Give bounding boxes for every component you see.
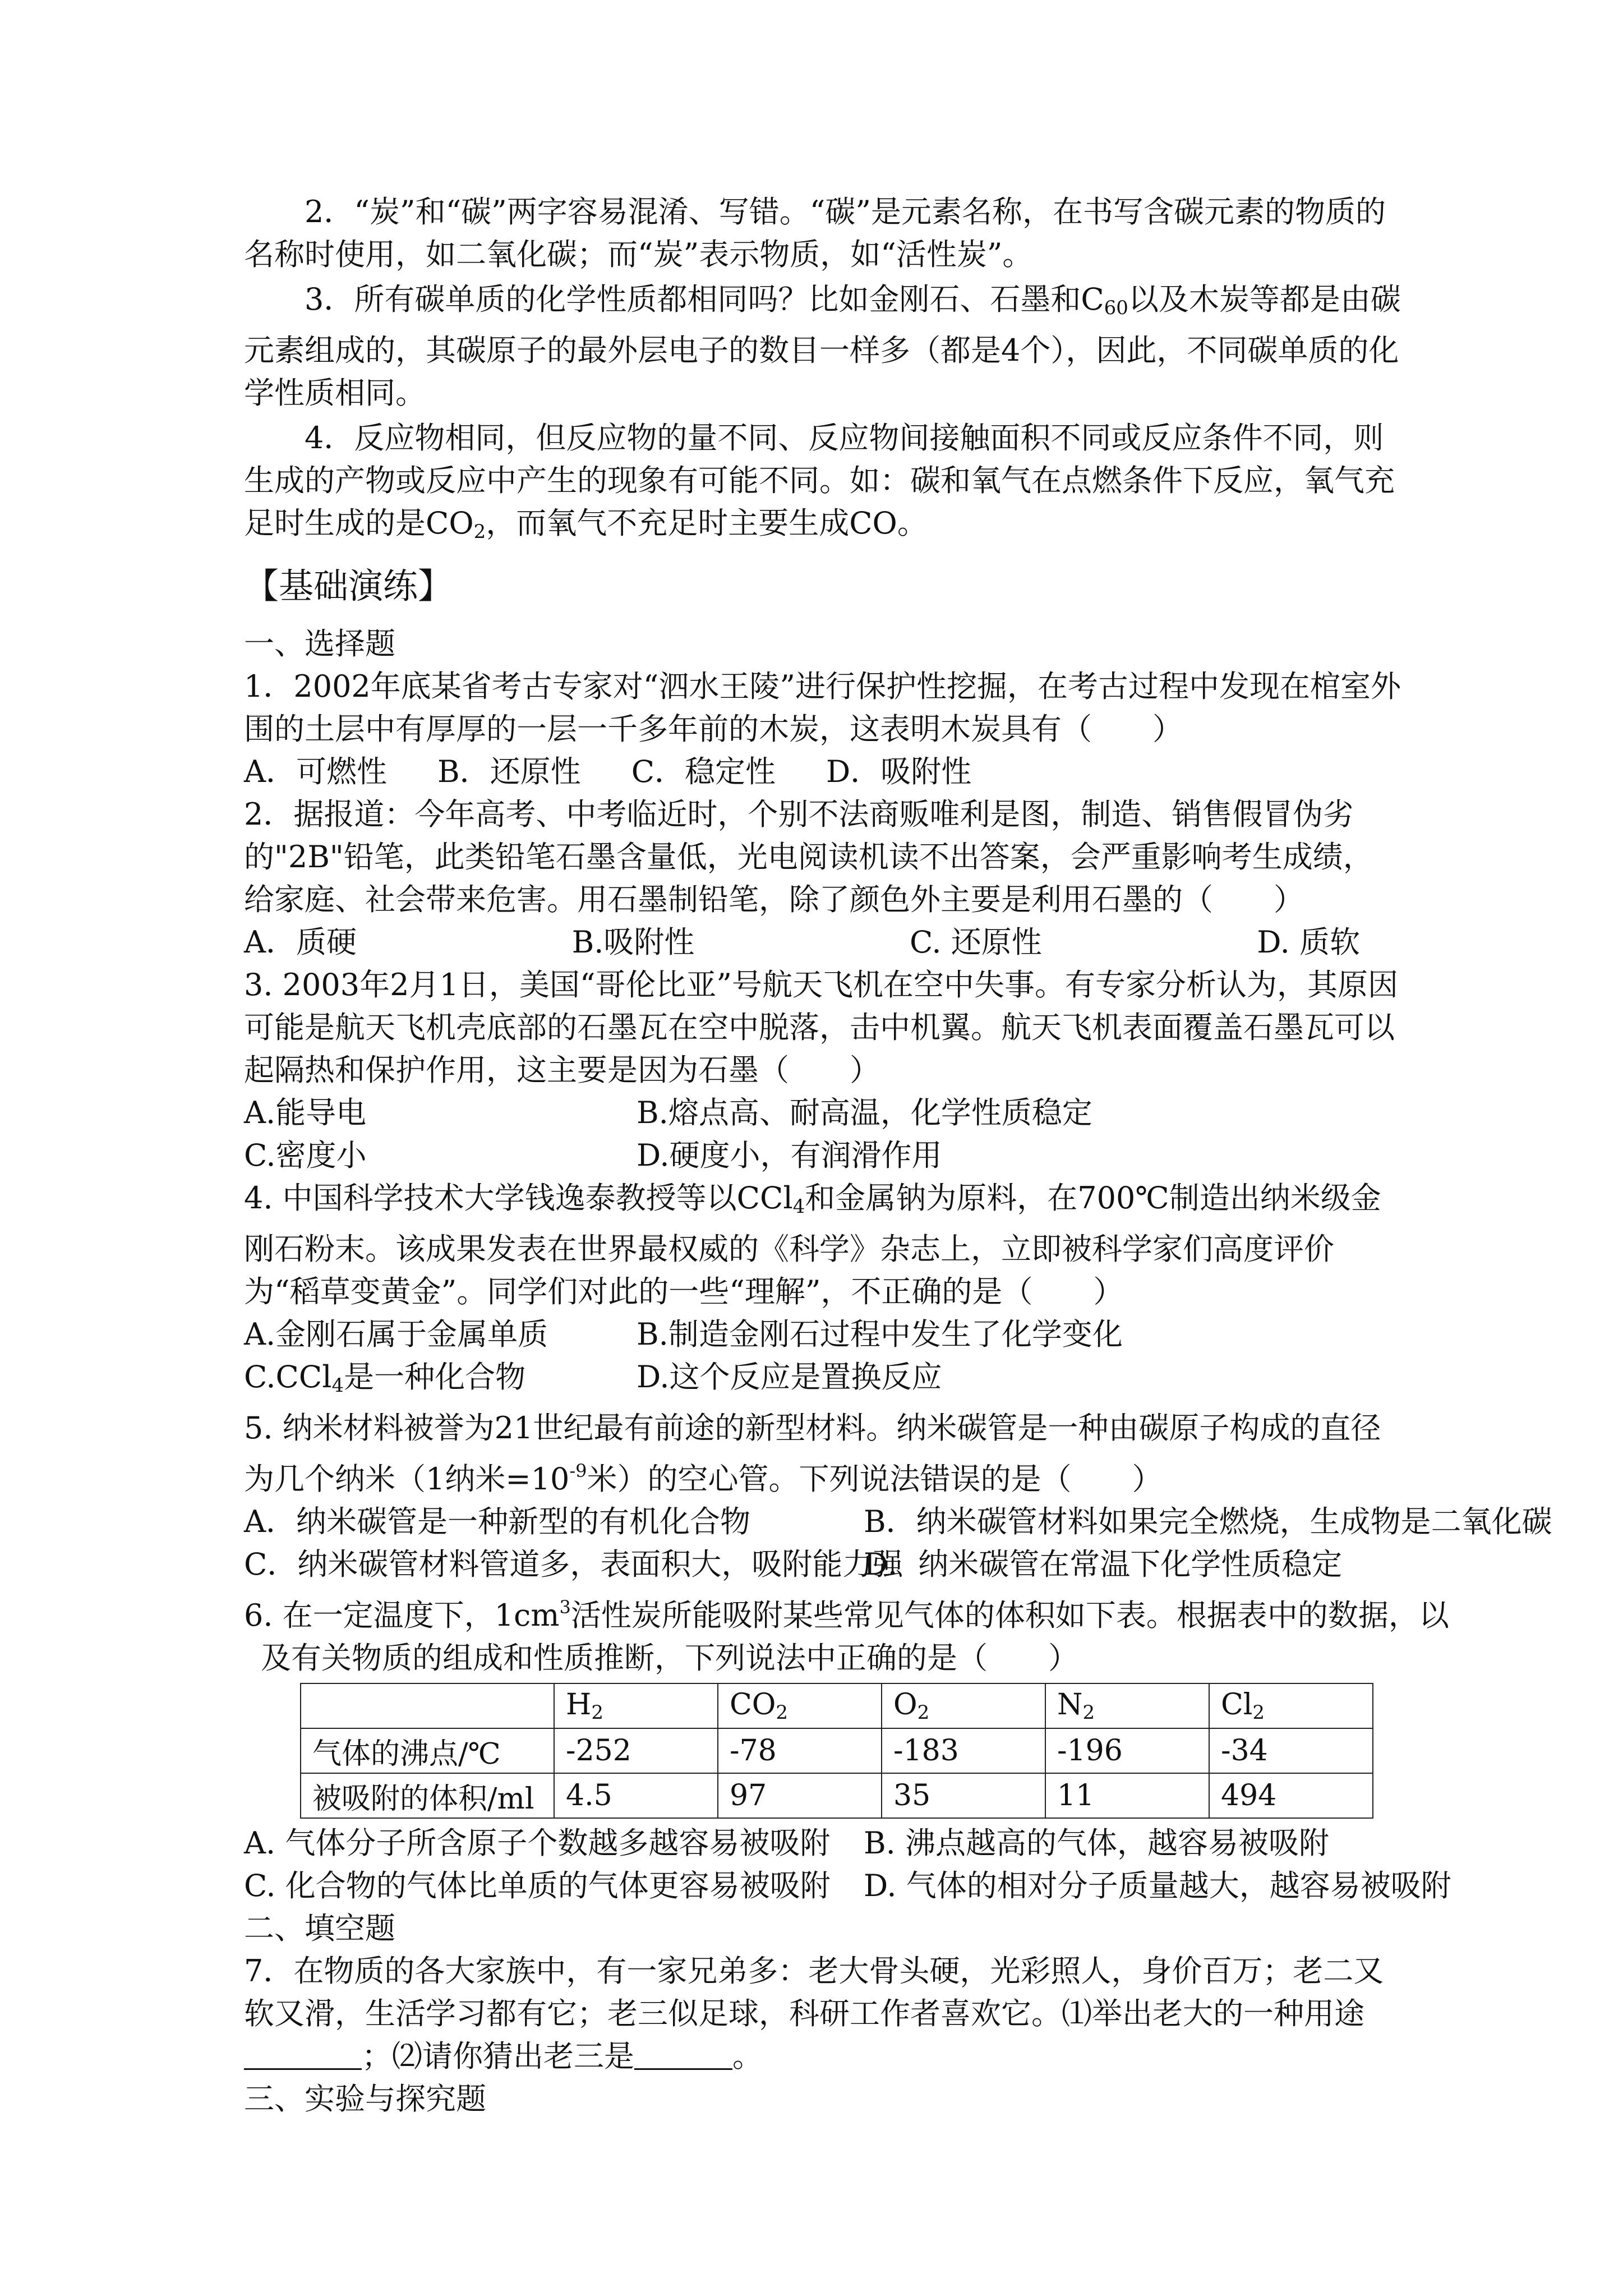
option-c: C.CCl$_4$是一种化合物 (244, 1359, 526, 1397)
table-cell: 97 (718, 1773, 882, 1818)
table-header-cell: $H_2$ (554, 1683, 718, 1728)
question-5-options (244, 1501, 1552, 1586)
note-2: 2．“炭”和“碳”两字容易混淆、写错。“碳”是元素名称，在书写含碳元素的物质的名称时使用，如二氧化碳；而“炭”表示物质，如“活性炭”。 (244, 194, 1386, 272)
option-c: C．纳米碳管材料管道多，表面积大，吸附能力强 (244, 1547, 903, 1582)
question-1: 1．2002年底某省考古专家对“泗水王陵”进行保护性挖掘，在考古过程中发现在棺室外围的土层中有厚厚的一层一千多年前的木炭，这表明木炭具有（ ） (244, 669, 1401, 747)
option-a: A.能导电 (244, 1095, 367, 1130)
option-d: D. 气体的相对分子质量越大，越容易被吸附 (864, 1868, 1451, 1903)
note-3: 3．所有碳单质的化学性质都相同吗？比如金刚石、石墨和$C_{60}$以及木炭等都是由碳元素组成的，其碳原子的最外层电子的数目一样多（都是4个），因此，不同碳单质的化学性质相同。 (244, 282, 1401, 411)
option-b: B．纳米碳管材料如果完全燃烧，生成物是二氧化碳 (864, 1504, 1552, 1539)
table-cell: 494 (1209, 1773, 1373, 1818)
question-2: 2．据报道：今年高考、中考临近时，个别不法商贩唯利是图，制造、销售假冒伪劣的"2B"铅笔，此类铅笔石墨含量低，光电阅读机读不出答案，会严重影响考生成绩，给家庭、社会带来危害。用石墨制铅笔，除了颜色外主要是利用石墨的（ ） (244, 797, 1373, 917)
option-b: B.熔点高、耐高温，化学性质稳定 (637, 1095, 1092, 1130)
answer-blank-2[interactable] (634, 2040, 732, 2070)
part3-title: 三、实验与探究题 (244, 2081, 486, 2116)
question-5: 5. 纳米材料被誉为21世纪最有前途的新型材料。纳米碳管是一种由碳原子构成的直径为几个纳米（1纳米$=10^{-9}$米）的空心管。下列说法错误的是（ ） (244, 1410, 1381, 1497)
option-c: C．稳定性 (631, 754, 776, 789)
question-3: 3. 2003年2月1日，美国“哥伦比亚”号航天飞机在空中失事。有专家分析认为，其原因可能是航天飞机壳底部的石墨瓦在空中脱落，击中机翼。航天飞机表面覆盖石墨瓦可以起隔热和保护作用，这主要是因为石墨（ ） (244, 967, 1399, 1088)
table-row (301, 1728, 1373, 1773)
table-cell: 被吸附的体积/ml (301, 1773, 554, 1818)
option-b: B.制造金刚石过程中发生了化学变化 (637, 1317, 1123, 1352)
table-cell: -183 (882, 1728, 1045, 1773)
table-cell: -34 (1209, 1728, 1373, 1773)
table-cell: 11 (1045, 1773, 1209, 1818)
option-c: C. 化合物的气体比单质的气体更容易被吸附 (244, 1868, 831, 1903)
table-cell: -252 (554, 1728, 718, 1773)
option-d: D．纳米碳管在常温下化学性质稳定 (864, 1547, 1343, 1582)
table-header-cell (301, 1683, 554, 1728)
table-cell: 气体的沸点/℃ (301, 1728, 554, 1773)
option-c: C.密度小 (244, 1138, 367, 1173)
option-a: A. 气体分子所含原子个数越多越容易被吸附 (244, 1825, 831, 1861)
table-cell: 35 (882, 1773, 1045, 1818)
question-6: 6. 在一定温度下，$1cm^3$活性炭所能吸附某些常见气体的体积如下表。根据表中的数据，以 (244, 1596, 1449, 1633)
table-cell: 4.5 (554, 1773, 718, 1818)
table-header-cell: $N_2$ (1045, 1683, 1209, 1728)
part1-title: 一、选择题 (244, 626, 395, 661)
table-cell: -196 (1045, 1728, 1209, 1773)
gas-adsorption-table (300, 1683, 1373, 1819)
question-4: 4. 中国科学技术大学钱逸泰教授等以CCl$_4$和金属钠为原料，在700℃制造出纳米级金刚石粉末。该成果发表在世界最权威的《科学》杂志上，立即被科学家们高度评价为“稻草变黄金”。同学们对此的一些“理解”，不正确的是（ ） (244, 1180, 1381, 1309)
note-4: 4．反应物相同，但反应物的量不同、反应物间接触面积不同或反应条件不同，则生成的产物或反应中产生的现象有可能不同。如：碳和氧气在点燃条件下反应，氧气充足时生成的是$CO_2$，而氧气不充足时主要生成CO。 (244, 420, 1395, 543)
option-c: C. 还原性 (909, 924, 1042, 960)
option-d: D.这个反应是置换反应 (637, 1359, 942, 1395)
option-d: D．吸附性 (826, 754, 972, 789)
section-title: 【基础演练】 (244, 565, 453, 606)
answer-blank-1[interactable] (244, 2040, 362, 2070)
option-d: D. 质软 (1257, 924, 1360, 960)
question-7: 7．在物质的各大家族中，有一家兄弟多：老大骨头硬，光彩照人，身价百万；老二又软又滑，生活学习都有它；老三似足球，科研工作者喜欢它。⑴举出老大的一种用途；⑵请你猜出老三是 。 (244, 1953, 1384, 2074)
option-a: A.金刚石属于金属单质 (244, 1317, 548, 1352)
table-cell: -78 (718, 1728, 882, 1773)
document-page (244, 191, 1552, 2120)
part2-title: 二、填空题 (244, 1911, 395, 1946)
table-header-cell: $O_2$ (882, 1683, 1045, 1728)
option-a: A．可燃性 (244, 754, 387, 789)
table-header-row (301, 1683, 1373, 1728)
option-b: B. 沸点越高的气体，越容易被吸附 (864, 1825, 1330, 1861)
question-6-cont: 及有关物质的组成和性质推断，下列说法中正确的是（ ） (261, 1640, 1078, 1676)
question-2-options (244, 921, 1360, 964)
question-1-options (244, 751, 1402, 793)
question-4-options (244, 1313, 1402, 1407)
option-d: D.硬度小，有润滑作用 (637, 1138, 942, 1173)
question-6-options (244, 1822, 1451, 1907)
option-b: B.吸附性 (571, 924, 695, 960)
question-3-options (244, 1092, 1402, 1177)
table-header-cell: $CO_2$ (718, 1683, 882, 1728)
table-header-cell: $Cl_2$ (1209, 1683, 1373, 1728)
table-row (301, 1773, 1373, 1818)
option-a: A．纳米碳管是一种新型的有机化合物 (244, 1504, 750, 1539)
option-b: B．还原性 (437, 754, 581, 789)
option-a: A．质硬 (244, 924, 357, 960)
